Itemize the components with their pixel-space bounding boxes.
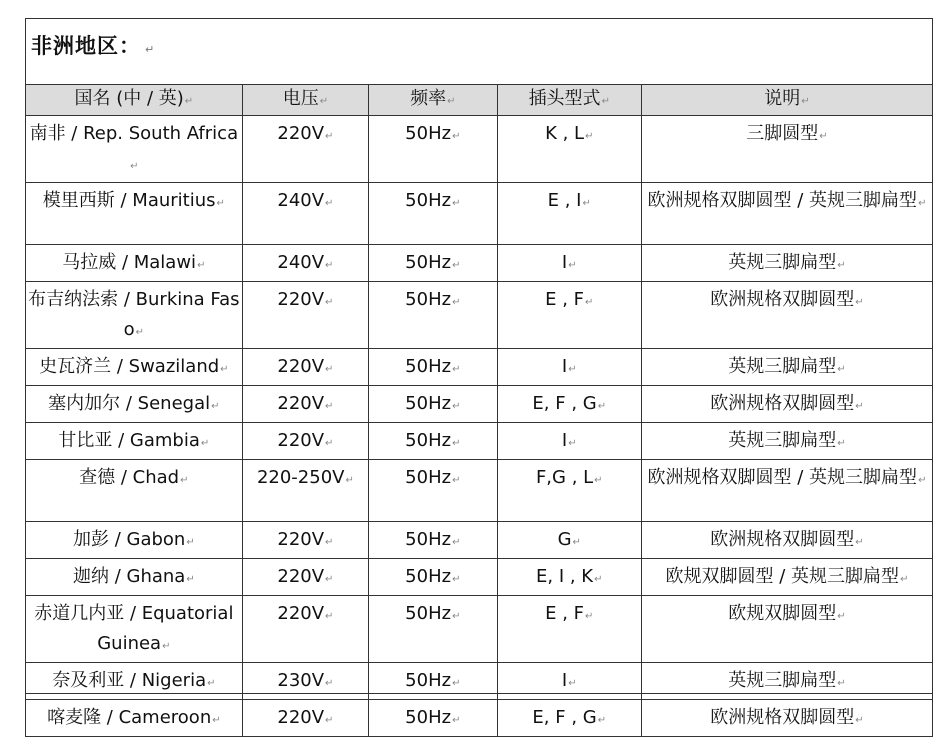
cell-country: 奈及利亚 / Nigeria↵ — [26, 663, 243, 700]
cell-plug-type: G↵ — [497, 522, 641, 559]
cell-description: 英规三脚扁型↵ — [642, 663, 933, 700]
section-title-text: 非洲地区： — [31, 34, 141, 58]
cell-country: 塞内加尔 / Senegal↵ — [26, 386, 243, 423]
paragraph-mark: ↵ — [452, 297, 461, 308]
paragraph-mark: ↵ — [220, 364, 229, 375]
paragraph-mark: ↵ — [325, 537, 334, 548]
cell-voltage: 220V↵ — [242, 116, 368, 183]
cell-frequency: 50Hz↵ — [369, 116, 497, 183]
paragraph-mark: ↵ — [452, 715, 461, 726]
cell-voltage: 230V↵ — [242, 663, 368, 700]
paragraph-mark: ↵ — [325, 198, 334, 209]
cell-voltage: 220V↵ — [242, 700, 368, 737]
cell-description: 欧洲规格双脚圆型↵ — [642, 522, 933, 559]
paragraph-mark: ↵ — [145, 43, 156, 56]
paragraph-mark: ↵ — [452, 131, 461, 142]
paragraph-mark: ↵ — [855, 537, 864, 548]
cell-voltage: 220V↵ — [242, 349, 368, 386]
paragraph-mark: ↵ — [130, 161, 139, 172]
header-description: 说明↵ — [642, 85, 933, 116]
cell-country: 喀麦隆 / Cameroon↵ — [26, 700, 243, 737]
cell-description: 英规三脚扁型↵ — [642, 245, 933, 282]
paragraph-mark: ↵ — [837, 678, 846, 689]
cell-voltage: 220V↵ — [242, 282, 368, 349]
paragraph-mark: ↵ — [216, 198, 225, 209]
cell-description: 欧洲规格双脚圆型 / 英规三脚扁型↵ — [642, 183, 933, 245]
paragraph-mark: ↵ — [325, 611, 334, 622]
paragraph-mark: ↵ — [162, 641, 171, 652]
table-row — [26, 245, 933, 282]
header-plug-type: 插头型式↵ — [497, 85, 641, 116]
paragraph-mark: ↵ — [837, 260, 846, 271]
paragraph-mark: ↵ — [568, 260, 577, 271]
cell-frequency: 50Hz↵ — [369, 522, 497, 559]
paragraph-mark: ↵ — [582, 198, 591, 209]
cell-description: 英规三脚扁型↵ — [642, 349, 933, 386]
cell-country: 布吉纳法索 / Burkina Faso↵ — [26, 282, 243, 349]
table-row — [26, 183, 933, 245]
paragraph-mark: ↵ — [452, 401, 461, 412]
cell-voltage: 240V↵ — [242, 245, 368, 282]
section-title — [31, 30, 155, 60]
cell-plug-type: E , I↵ — [497, 183, 641, 245]
paragraph-mark: ↵ — [855, 297, 864, 308]
paragraph-mark: ↵ — [585, 131, 594, 142]
paragraph-mark: ↵ — [452, 198, 461, 209]
paragraph-mark: ↵ — [180, 475, 189, 486]
paragraph-mark: ↵ — [212, 715, 221, 726]
cell-plug-type: K , L↵ — [497, 116, 641, 183]
cell-frequency: 50Hz↵ — [369, 663, 497, 700]
cell-description: 欧洲规格双脚圆型 / 英规三脚扁型↵ — [642, 460, 933, 522]
table-row — [26, 349, 933, 386]
paragraph-mark: ↵ — [197, 260, 206, 271]
paragraph-mark: ↵ — [452, 475, 461, 486]
paragraph-mark: ↵ — [801, 96, 810, 107]
cell-plug-type: E, F , G↵ — [497, 386, 641, 423]
header-frequency: 频率↵ — [369, 85, 497, 116]
table-row — [26, 596, 933, 663]
table-row — [26, 559, 933, 596]
paragraph-mark: ↵ — [452, 537, 461, 548]
paragraph-mark: ↵ — [601, 96, 610, 107]
paragraph-mark: ↵ — [452, 611, 461, 622]
cell-country: 马拉威 / Malawi↵ — [26, 245, 243, 282]
paragraph-mark: ↵ — [325, 574, 334, 585]
cell-plug-type: E , F↵ — [497, 282, 641, 349]
header-country: 国名 (中 / 英)↵ — [26, 85, 243, 116]
cell-country: 赤道几内亚 / Equatorial Guinea↵ — [26, 596, 243, 663]
paragraph-mark: ↵ — [918, 475, 927, 486]
table-body — [26, 116, 933, 737]
header-voltage: 电压↵ — [242, 85, 368, 116]
paragraph-mark: ↵ — [594, 475, 603, 486]
cell-country: 模里西斯 / Mauritius↵ — [26, 183, 243, 245]
paragraph-mark: ↵ — [452, 260, 461, 271]
paragraph-mark: ↵ — [211, 401, 220, 412]
paragraph-mark: ↵ — [447, 96, 456, 107]
paragraph-mark: ↵ — [568, 438, 577, 449]
paragraph-mark: ↵ — [837, 438, 846, 449]
paragraph-mark: ↵ — [325, 715, 334, 726]
cell-frequency: 50Hz↵ — [369, 183, 497, 245]
paragraph-mark: ↵ — [918, 198, 927, 209]
paragraph-mark: ↵ — [325, 297, 334, 308]
paragraph-mark: ↵ — [325, 364, 334, 375]
cell-plug-type: I↵ — [497, 349, 641, 386]
cell-description: 三脚圆型↵ — [642, 116, 933, 183]
cell-frequency: 50Hz↵ — [369, 386, 497, 423]
paragraph-mark: ↵ — [594, 574, 603, 585]
cell-voltage: 240V↵ — [242, 183, 368, 245]
cell-description: 欧洲规格双脚圆型↵ — [642, 386, 933, 423]
cell-description: 欧洲规格双脚圆型↵ — [642, 700, 933, 737]
paragraph-mark: ↵ — [597, 715, 607, 726]
table-row — [26, 282, 933, 349]
cell-description: 英规三脚扁型↵ — [642, 423, 933, 460]
table-row — [26, 663, 933, 700]
paragraph-mark: ↵ — [855, 715, 864, 726]
paragraph-mark: ↵ — [345, 475, 354, 486]
cell-plug-type: E , F↵ — [497, 596, 641, 663]
paragraph-mark: ↵ — [200, 438, 210, 449]
cell-description: 欧洲规格双脚圆型↵ — [642, 282, 933, 349]
cell-description: 欧规双脚圆型↵ — [642, 596, 933, 663]
paragraph-mark: ↵ — [184, 96, 194, 107]
cell-plug-type: E, F , G↵ — [497, 700, 641, 737]
paragraph-mark: ↵ — [452, 438, 461, 449]
paragraph-mark: ↵ — [819, 131, 828, 142]
cell-frequency: 50Hz↵ — [369, 349, 497, 386]
table-header-row — [26, 85, 933, 116]
paragraph-mark: ↵ — [597, 401, 607, 412]
table-row — [26, 386, 933, 423]
paragraph-mark: ↵ — [325, 401, 334, 412]
paragraph-mark: ↵ — [900, 574, 909, 585]
cell-voltage: 220V↵ — [242, 559, 368, 596]
paragraph-mark: ↵ — [135, 327, 145, 338]
cell-frequency: 50Hz↵ — [369, 700, 497, 737]
table-row — [26, 423, 933, 460]
paragraph-mark: ↵ — [452, 574, 461, 585]
cell-country: 南非 / Rep. South Africa↵ — [26, 116, 243, 183]
paragraph-mark: ↵ — [568, 364, 577, 375]
cell-country: 史瓦济兰 / Swaziland↵ — [26, 349, 243, 386]
cell-description: 欧规双脚圆型 / 英规三脚扁型↵ — [642, 559, 933, 596]
table-row — [26, 460, 933, 522]
cell-plug-type: I↵ — [497, 245, 641, 282]
paragraph-mark: ↵ — [855, 401, 864, 412]
paragraph-mark: ↵ — [207, 678, 216, 689]
cell-voltage: 220V↵ — [242, 386, 368, 423]
cell-frequency: 50Hz↵ — [369, 282, 497, 349]
paragraph-mark: ↵ — [186, 574, 195, 585]
cell-country: 迦纳 / Ghana↵ — [26, 559, 243, 596]
cell-frequency: 50Hz↵ — [369, 245, 497, 282]
paragraph-mark: ↵ — [572, 537, 581, 548]
cell-plug-type: I↵ — [497, 423, 641, 460]
paragraph-mark: ↵ — [325, 678, 334, 689]
paragraph-mark: ↵ — [452, 678, 461, 689]
table-row — [26, 522, 933, 559]
paragraph-mark: ↵ — [325, 260, 334, 271]
cell-voltage: 220V↵ — [242, 522, 368, 559]
paragraph-mark: ↵ — [568, 678, 577, 689]
paragraph-mark: ↵ — [837, 611, 846, 622]
cell-country: 加彭 / Gabon↵ — [26, 522, 243, 559]
paragraph-mark: ↵ — [186, 537, 195, 548]
paragraph-mark: ↵ — [585, 611, 594, 622]
paragraph-mark: ↵ — [837, 364, 846, 375]
plug-voltage-table — [25, 84, 933, 737]
paragraph-mark: ↵ — [585, 297, 594, 308]
paragraph-mark: ↵ — [325, 131, 334, 142]
cell-frequency: 50Hz↵ — [369, 596, 497, 663]
cell-frequency: 50Hz↵ — [369, 460, 497, 522]
cell-frequency: 50Hz↵ — [369, 559, 497, 596]
cell-country: 查德 / Chad↵ — [26, 460, 243, 522]
table-row — [26, 700, 933, 737]
paragraph-mark: ↵ — [452, 364, 461, 375]
cell-voltage: 220V↵ — [242, 423, 368, 460]
paragraph-mark: ↵ — [319, 96, 329, 107]
cell-voltage: 220V↵ — [242, 596, 368, 663]
table-row — [26, 116, 933, 183]
cell-country: 甘比亚 / Gambia↵ — [26, 423, 243, 460]
cell-frequency: 50Hz↵ — [369, 423, 497, 460]
cell-plug-type: E, I , K↵ — [497, 559, 641, 596]
paragraph-mark: ↵ — [325, 438, 334, 449]
cell-plug-type: I↵ — [497, 663, 641, 700]
cell-voltage: 220-250V↵ — [242, 460, 368, 522]
cell-plug-type: F,G , L↵ — [497, 460, 641, 522]
